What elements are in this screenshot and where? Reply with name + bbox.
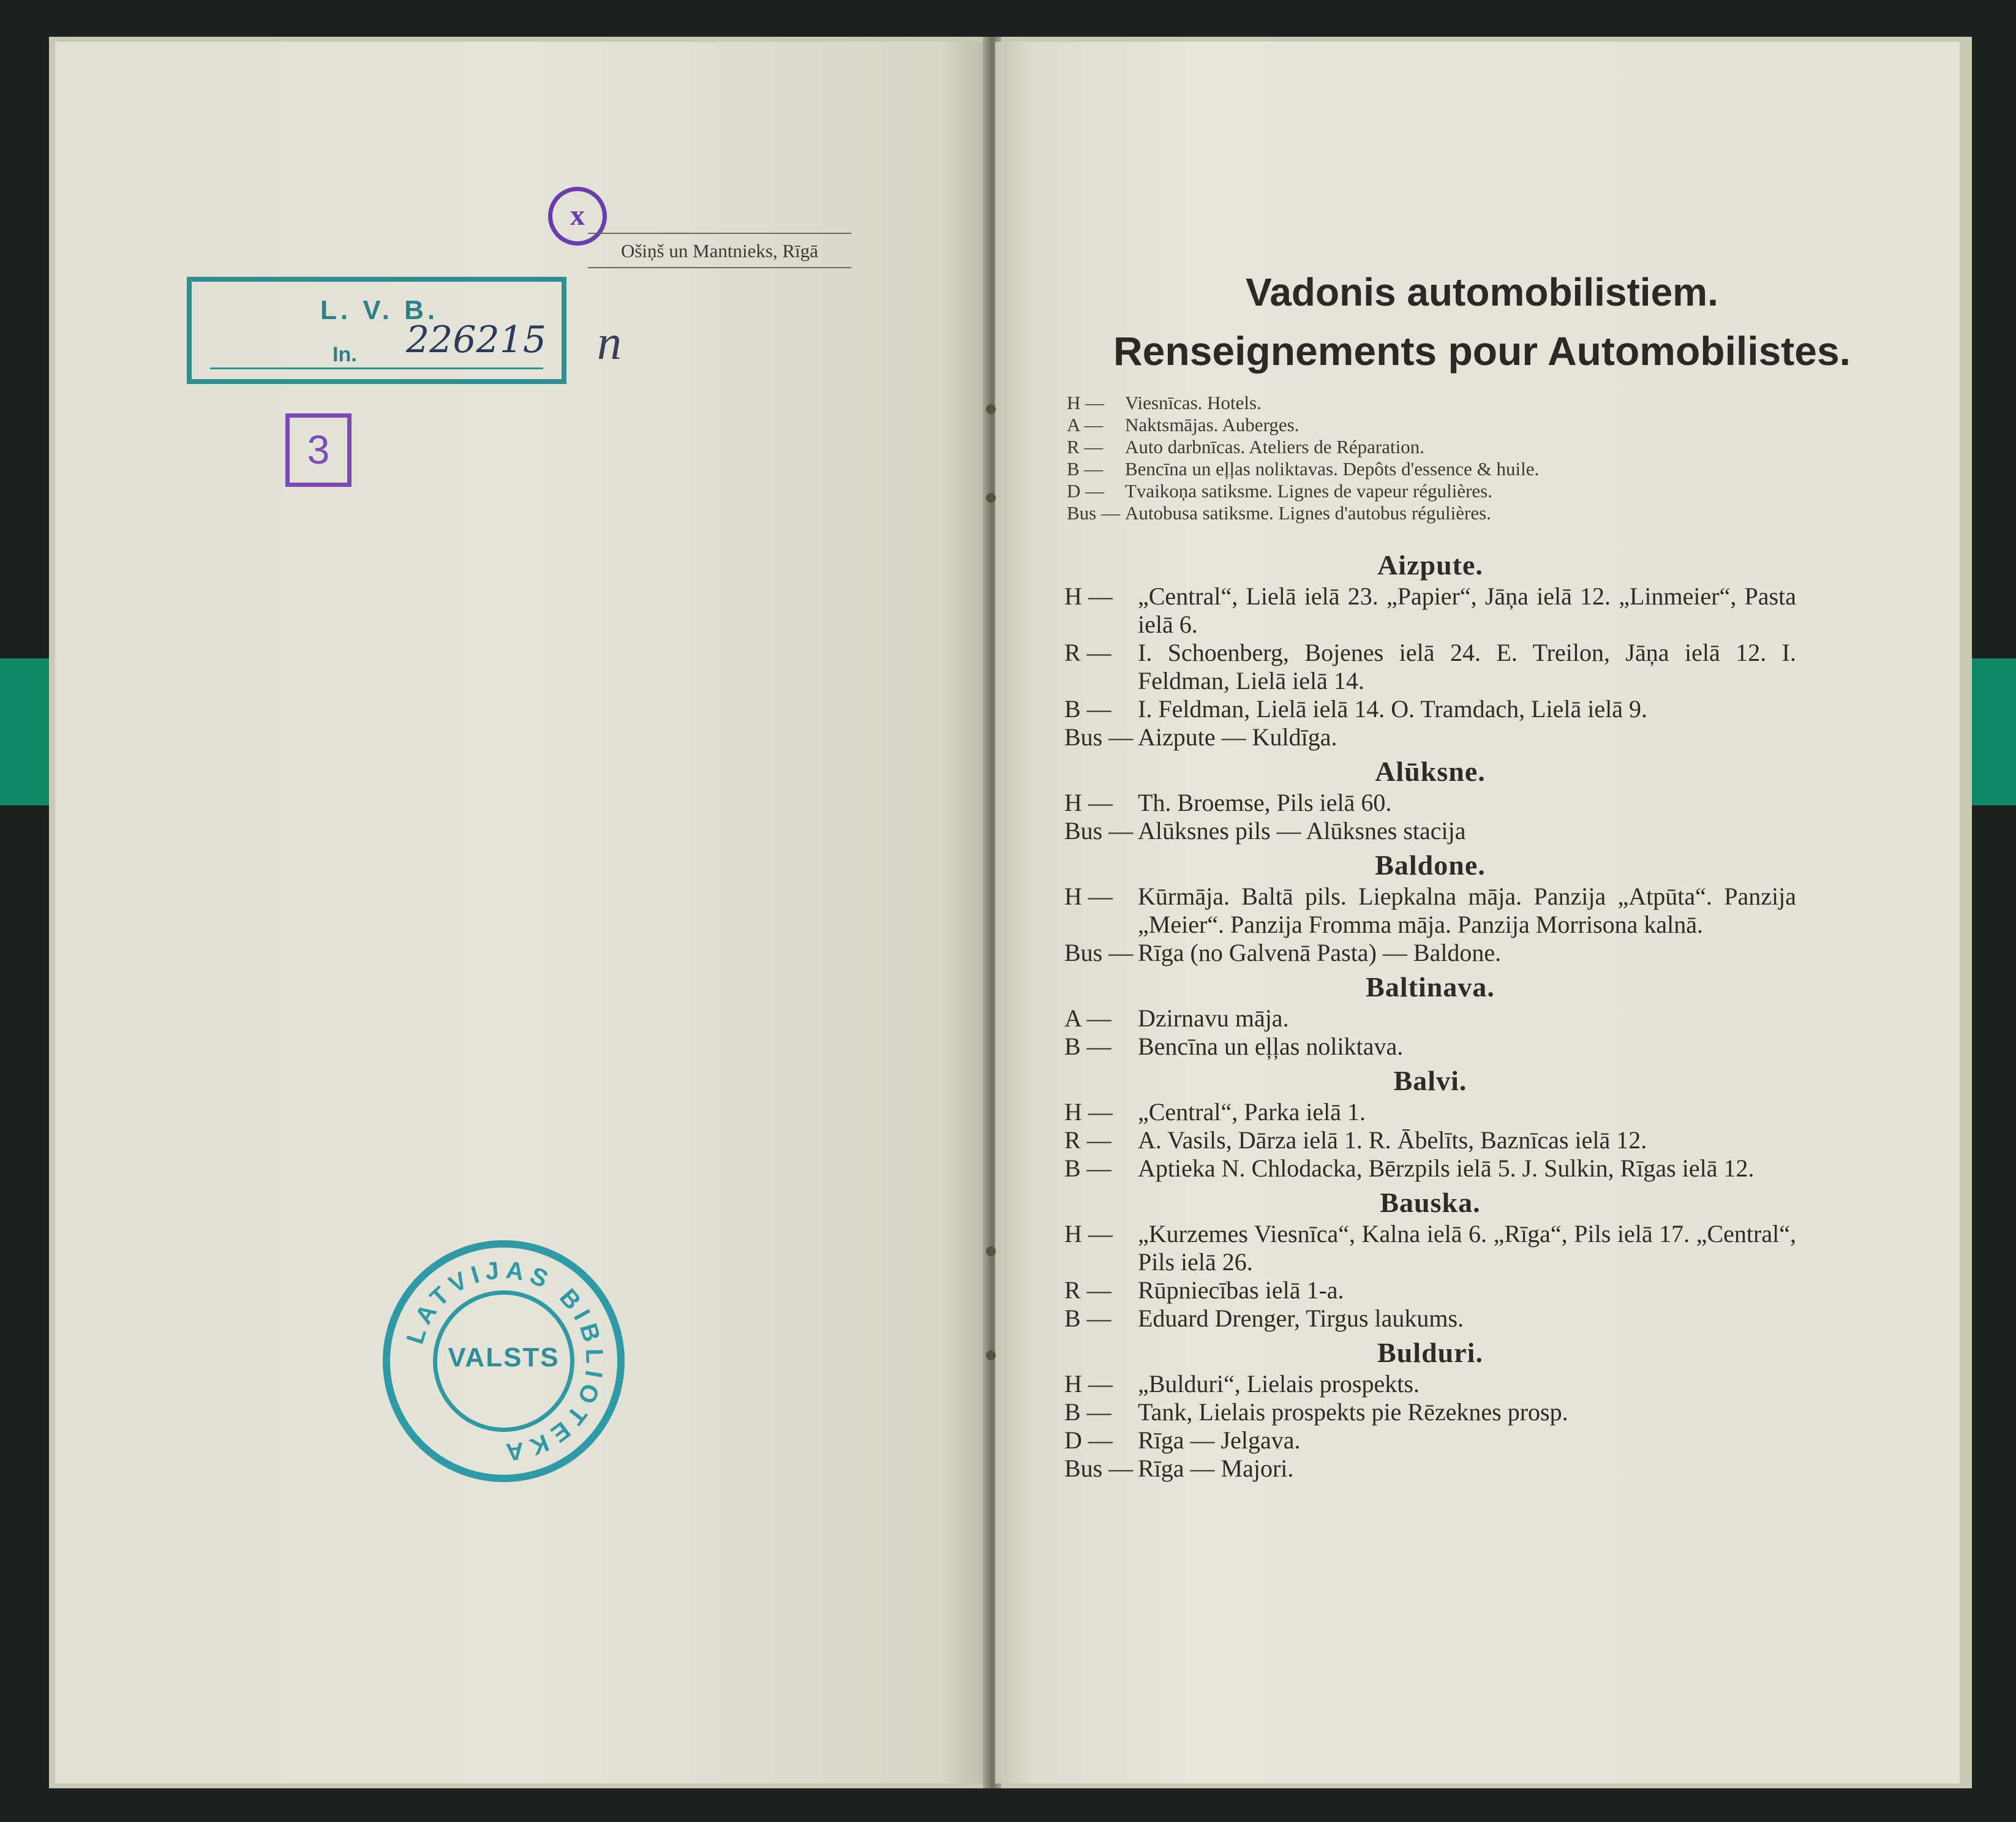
- town-heading: Balvi.: [1393, 1065, 1467, 1096]
- stamp-underline: [210, 367, 543, 369]
- seal-center-text: VALSTS: [448, 1342, 560, 1372]
- legend-row: B — Bencīna un eļļas noliktavas. Depôts d'essence & huile.: [1067, 458, 1540, 480]
- directory-entry: H — Kūrmāja. Baltā pils. Liepkalna māja. Panzija „Atpūta“. Panzija „Meier“. Panzija Fromma māja. Panzija Morrisona kalnā.: [1064, 883, 1796, 938]
- staple-hole: [986, 1246, 996, 1256]
- directory-entry: B — Tank, Lielais prospekts pie Rēzeknes prosp.: [1064, 1398, 1568, 1426]
- directory-entry: H — „Central“, Parka ielā 1.: [1064, 1098, 1366, 1126]
- town-heading: Bauska.: [1380, 1187, 1481, 1218]
- staple-hole: [986, 493, 996, 503]
- directory-entry: H — „Kurzemes Viesnīca“, Kalna ielā 6. „Rīga“, Pils ielā 17. „Central“, Pils ielā 26.: [1064, 1220, 1796, 1276]
- staple-hole: [986, 1350, 996, 1360]
- title-french: Renseignements pour Automobilistes.: [1113, 328, 1851, 374]
- accession-in-label: In.: [333, 343, 357, 366]
- town-heading: Baltinava.: [1366, 971, 1495, 1003]
- directory-entry: D — Rīga — Jelgava.: [1064, 1426, 1301, 1454]
- town-heading: Aizpute.: [1377, 549, 1483, 581]
- legend-row: H — Viesnīcas. Hotels.: [1067, 392, 1262, 413]
- violet-circle-stamp: x: [548, 187, 607, 246]
- library-seal-stamp: [383, 1240, 625, 1482]
- directory-entry: B — I. Feldman, Lielā ielā 14. O. Tramdach, Lielā ielā 9.: [1064, 695, 1647, 723]
- accession-number: 226215: [406, 318, 547, 361]
- directory-entry: B — Eduard Drenger, Tirgus laukums.: [1064, 1304, 1464, 1332]
- staple-hole: [986, 404, 996, 414]
- directory-entry: B — Aptieka N. Chlodacka, Bērzpils ielā 5. J. Sulkin, Rīgas ielā 12.: [1064, 1154, 1755, 1182]
- title-latvian: Vadonis automobilistiem.: [1246, 270, 1718, 314]
- town-heading: Bulduri.: [1377, 1337, 1483, 1368]
- seal-ring-label: LATVIJAS BIBLIOTEKA: [401, 1256, 608, 1466]
- legend-row: R — Auto darbnīcas. Ateliers de Réparation.: [1067, 436, 1424, 457]
- directory-entry: H — „Bulduri“, Lielais prospekts.: [1064, 1370, 1420, 1398]
- directory-entry: B — Bencīna un eļļas noliktava.: [1064, 1033, 1404, 1060]
- town-directory: [1064, 545, 1796, 1483]
- legend-row: Bus — Autobusa satiksme. Lignes d'autobus régulières.: [1067, 502, 1491, 524]
- directory-entry: Bus — Alūksnes pils — Alūksnes stacija: [1064, 817, 1466, 845]
- town-heading: Alūksne.: [1375, 756, 1486, 787]
- directory-entry: Bus — Rīga — Majori.: [1064, 1455, 1294, 1482]
- town-heading: Baldone.: [1375, 849, 1486, 881]
- directory-entry: R — A. Vasils, Dārza ielā 1. R. Ābelīts, Baznīcas ielā 12.: [1064, 1126, 1647, 1154]
- legend-row: D — Tvaikoņa satiksme. Lignes de vapeur régulières.: [1067, 480, 1492, 502]
- directory-entry: Bus — Rīga (no Galvenā Pasta) — Baldone.: [1064, 939, 1502, 966]
- printer-imprint: Ošiņš un Mantnieks, Rīgā: [588, 233, 851, 268]
- accession-stamp: [187, 277, 566, 384]
- directory-entry: R — I. Schoenberg, Bojenes ielā 24. E. Treilon, Jāņa ielā 12. I. Feldman, Lielā ielā 14.: [1064, 639, 1796, 695]
- directory-entry: R — Rūpniecības ielā 1-a.: [1064, 1276, 1344, 1304]
- accession-stamp-label: L. V. B.: [320, 295, 439, 325]
- legend-row: A — Naktsmājas. Auberges.: [1067, 414, 1299, 435]
- directory-entry: Bus — Aizpute — Kuldīga.: [1064, 723, 1337, 751]
- directory-entry: A — Dzirnavu māja.: [1064, 1004, 1289, 1032]
- directory-entry: H — „Central“, Lielā ielā 23. „Papier“, Jāņa ielā 12. „Linmeier“, Pasta ielā 6.: [1064, 582, 1796, 638]
- legend: [1067, 392, 1539, 524]
- violet-number-stamp: 3: [285, 413, 352, 487]
- pencil-mark: n: [597, 316, 622, 370]
- directory-entry: H — Th. Broemse, Pils ielā 60.: [1064, 789, 1392, 816]
